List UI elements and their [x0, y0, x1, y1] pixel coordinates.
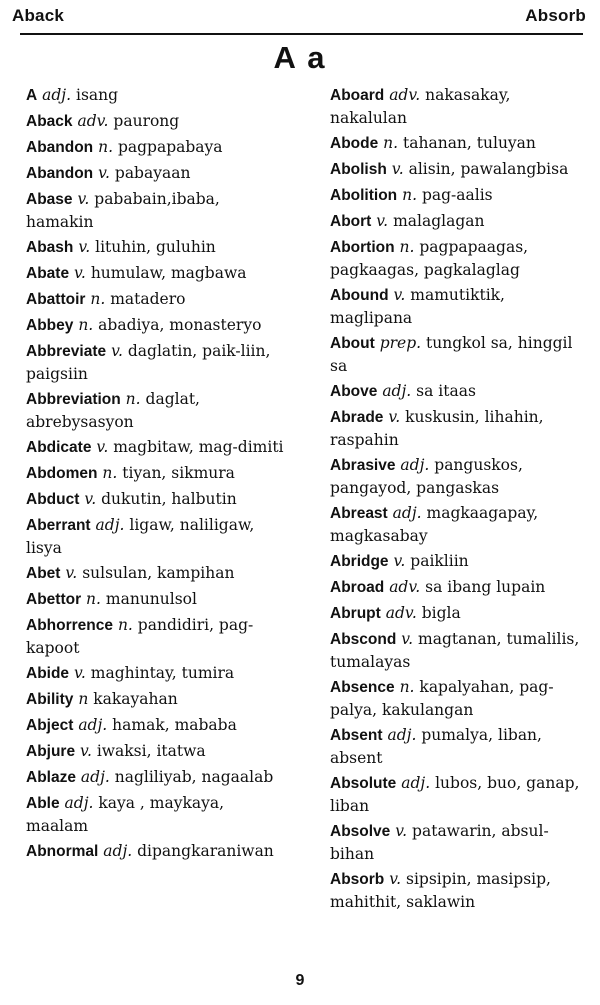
entry-part-of-speech: v. — [78, 238, 91, 256]
entry-headword: Absolve — [330, 823, 391, 840]
dictionary-entry — [26, 562, 286, 585]
dictionary-entry — [26, 162, 286, 185]
dictionary-entry — [330, 454, 592, 499]
entry-part-of-speech: n. — [399, 678, 415, 696]
section-title: A a — [273, 40, 327, 75]
entry-headword: About — [330, 335, 375, 352]
entry-definition: pabayaan — [114, 164, 191, 182]
entry-headword: Aback — [26, 113, 73, 130]
entry-part-of-speech: v. — [65, 564, 78, 582]
dictionary-entry — [26, 188, 286, 233]
entry-definition: pandidiri, pag-kapoot — [26, 616, 254, 657]
entry-part-of-speech: v. — [80, 742, 92, 760]
entry-headword: Aberrant — [26, 517, 91, 534]
dictionary-entry — [330, 772, 592, 817]
dictionary-entry — [26, 314, 286, 337]
entry-part-of-speech: v. — [111, 342, 123, 360]
entry-headword: Abortion — [330, 239, 395, 256]
entry-definition: panguskos, pangayod, pangaskas — [330, 456, 523, 497]
entry-definition: paikliin — [410, 552, 469, 570]
entry-headword: Abduct — [26, 491, 80, 508]
entry-part-of-speech: adv. — [389, 578, 421, 596]
entry-part-of-speech: n. — [86, 590, 101, 608]
entry-part-of-speech: adj. — [401, 774, 431, 792]
entry-part-of-speech: v. — [389, 870, 402, 888]
entry-headword: Abrasive — [330, 457, 396, 474]
left-guide-word: Aback — [12, 6, 65, 25]
entry-headword: Abreast — [330, 505, 388, 522]
dictionary-entry — [330, 284, 592, 329]
header-rule — [20, 33, 583, 35]
dictionary-entry — [330, 724, 592, 769]
entry-headword: Abash — [26, 239, 74, 256]
entry-definition: dukutin, halbutin — [101, 490, 237, 508]
dictionary-entry — [26, 792, 286, 837]
entry-definition: pababain,ibaba, hamakin — [26, 190, 220, 231]
entry-part-of-speech: v. — [376, 212, 389, 230]
entry-definition: tahanan, tuluyan — [403, 134, 536, 152]
dictionary-entry — [330, 184, 592, 207]
entry-definition: sa itaas — [416, 382, 476, 400]
entry-part-of-speech: adj. — [382, 382, 412, 400]
entry-part-of-speech: adj. — [103, 842, 133, 860]
entry-part-of-speech: n. — [383, 134, 399, 152]
entry-part-of-speech: n. — [78, 316, 94, 334]
entry-headword: Ablaze — [26, 769, 76, 786]
entry-part-of-speech: v. — [401, 630, 414, 648]
entry-part-of-speech: v. — [84, 490, 97, 508]
entry-definition: nagliliyab, nagaalab — [114, 768, 274, 786]
dictionary-entry — [26, 136, 286, 159]
entry-headword: Abridge — [330, 553, 389, 570]
entry-headword: Abolition — [330, 187, 398, 204]
entry-definition: bigla — [421, 604, 461, 622]
entry-part-of-speech: prep. — [379, 334, 422, 352]
entry-headword: Abettor — [26, 591, 82, 608]
entry-part-of-speech: v. — [393, 552, 406, 570]
entry-headword: Abandon — [26, 139, 94, 156]
entry-definition: malaglagan — [393, 212, 485, 230]
entry-definition: nakasakay, nakalulan — [330, 86, 511, 127]
dictionary-entry — [26, 436, 286, 459]
entry-headword: Absence — [330, 679, 395, 696]
entry-definition: abadiya, monasteryo — [98, 316, 262, 334]
entry-part-of-speech: adv. — [77, 112, 109, 130]
dictionary-entry — [26, 262, 286, 285]
entry-definition: manunulsol — [105, 590, 197, 608]
entry-part-of-speech: n. — [98, 138, 114, 156]
dictionary-entry — [330, 406, 592, 451]
entry-part-of-speech: n. — [402, 186, 418, 204]
dictionary-entry — [330, 676, 592, 721]
entry-definition: pumalya, liban, absent — [330, 726, 542, 767]
entry-headword: Abase — [26, 191, 73, 208]
entry-part-of-speech: adj. — [400, 456, 430, 474]
dictionary-entry — [26, 84, 286, 107]
dictionary-entry — [26, 388, 286, 433]
entry-part-of-speech: n. — [125, 390, 141, 408]
dictionary-entry — [330, 820, 592, 865]
entry-headword: Abroad — [330, 579, 385, 596]
entry-definition: matadero — [110, 290, 186, 308]
right-guide-word: Absorb — [525, 6, 586, 25]
entry-part-of-speech: v. — [98, 164, 110, 182]
entry-part-of-speech: adj. — [392, 504, 422, 522]
entry-definition: ligaw, naliligaw, lisya — [26, 516, 255, 557]
entry-part-of-speech: adj. — [64, 794, 94, 812]
entry-part-of-speech: v. — [74, 664, 86, 682]
dictionary-entry — [26, 110, 286, 133]
entry-definition: hamak, mababa — [112, 716, 237, 734]
dictionary-entry — [330, 236, 592, 281]
entry-part-of-speech: n. — [117, 616, 133, 634]
entry-headword: Absorb — [330, 871, 385, 888]
entry-definition: daglatin, paik-liin, paigsiin — [26, 342, 271, 383]
dictionary-entry — [330, 132, 592, 155]
entry-headword: Able — [26, 795, 60, 812]
entry-definition: dipangkaraniwan — [137, 842, 274, 860]
entry-headword: Abort — [330, 213, 372, 230]
entry-definition: pagpapabaya — [117, 138, 223, 156]
dictionary-entry — [26, 766, 286, 789]
entry-definition: sipsipin, masipsip, mahithit, saklawin — [330, 870, 551, 911]
entry-headword: Abode — [330, 135, 379, 152]
entry-headword: Abide — [26, 665, 70, 682]
entry-part-of-speech: n — [78, 690, 89, 708]
entry-headword: Abscond — [330, 631, 397, 648]
entry-definition: kuskusin, lihahin, raspahin — [330, 408, 544, 449]
entry-definition: alisin, pawalangbisa — [408, 160, 569, 178]
dictionary-entry — [330, 868, 592, 913]
entry-part-of-speech: v. — [393, 286, 406, 304]
entry-headword: Aboard — [330, 87, 385, 104]
dictionary-entry — [330, 576, 592, 599]
entry-definition: pag-aalis — [421, 186, 493, 204]
entry-part-of-speech: v. — [395, 822, 408, 840]
entry-headword: Above — [330, 383, 378, 400]
dictionary-entry — [26, 340, 286, 385]
entry-definition: kaya , maykaya, maalam — [26, 794, 225, 835]
entry-part-of-speech: n. — [102, 464, 118, 482]
entry-headword: Abdicate — [26, 439, 92, 456]
entry-definition: patawarin, absul-bihan — [330, 822, 549, 863]
entry-definition: tungkol sa, hinggil sa — [330, 334, 573, 375]
dictionary-entry — [26, 614, 286, 659]
entry-definition: magbitaw, mag-dimiti — [113, 438, 284, 456]
entry-headword: Ability — [26, 691, 74, 708]
dictionary-entry — [330, 602, 592, 625]
page-header — [0, 0, 600, 36]
dictionary-entry — [26, 288, 286, 311]
dictionary-entry — [330, 332, 592, 377]
dictionary-entry — [330, 210, 592, 233]
entry-headword: Abbreviate — [26, 343, 107, 360]
entry-definition: daglat, abrebysasyon — [26, 390, 200, 431]
entry-definition: kakayahan — [93, 690, 178, 708]
entry-part-of-speech: n. — [90, 290, 106, 308]
entry-headword: Abhorrence — [26, 617, 113, 634]
dictionary-entry — [26, 714, 286, 737]
dictionary-entry — [330, 380, 592, 403]
entry-headword: Abject — [26, 717, 74, 734]
entry-part-of-speech: adj. — [42, 86, 72, 104]
entry-headword: Abet — [26, 565, 61, 582]
entry-part-of-speech: adv. — [389, 86, 421, 104]
entry-headword: Abate — [26, 265, 70, 282]
entry-part-of-speech: v. — [388, 408, 401, 426]
entry-headword: Abnormal — [26, 843, 99, 860]
dictionary-entry — [26, 488, 286, 511]
dictionary-entry — [26, 588, 286, 611]
entry-headword: Abdomen — [26, 465, 98, 482]
entry-part-of-speech: n. — [399, 238, 415, 256]
page-number: 9 — [295, 972, 305, 989]
entry-part-of-speech: adv. — [385, 604, 417, 622]
dictionary-entry — [330, 84, 592, 129]
entry-headword: Absolute — [330, 775, 397, 792]
entry-definition: sa ibang lupain — [425, 578, 546, 596]
entry-part-of-speech: adj. — [78, 716, 108, 734]
entry-headword: Abbreviation — [26, 391, 121, 408]
entry-definition: tiyan, sikmura — [122, 464, 235, 482]
dictionary-entry — [330, 628, 592, 673]
entry-definition: maghintay, tumira — [90, 664, 235, 682]
dictionary-entry — [26, 840, 286, 863]
dictionary-entry — [26, 236, 286, 259]
entry-definition: humulaw, magbawa — [90, 264, 247, 282]
entry-headword: Abound — [330, 287, 389, 304]
entry-headword: Abrupt — [330, 605, 381, 622]
left-column — [26, 84, 286, 866]
entry-part-of-speech: v. — [74, 264, 86, 282]
entry-part-of-speech: adj. — [80, 768, 110, 786]
entry-headword: Abrade — [330, 409, 384, 426]
entry-part-of-speech: v. — [77, 190, 90, 208]
dictionary-entry — [26, 740, 286, 763]
dictionary-entry — [26, 662, 286, 685]
entry-headword: Abolish — [330, 161, 387, 178]
right-column — [330, 84, 592, 916]
dictionary-entry — [26, 514, 286, 559]
entry-definition: lubos, buo, ganap, liban — [330, 774, 580, 815]
entry-part-of-speech: v. — [96, 438, 109, 456]
dictionary-entry — [26, 688, 286, 711]
entry-definition: mamutiktik, maglipana — [330, 286, 505, 327]
entry-definition: magkaagapay, magkasabay — [330, 504, 539, 545]
entry-definition: paurong — [113, 112, 180, 130]
dictionary-entry — [330, 550, 592, 573]
entry-part-of-speech: v. — [391, 160, 404, 178]
entry-headword: Absent — [330, 727, 383, 744]
entry-headword: Abjure — [26, 743, 76, 760]
entry-headword: Abandon — [26, 165, 94, 182]
entry-headword: Abattoir — [26, 291, 86, 308]
entry-part-of-speech: adj. — [387, 726, 417, 744]
dictionary-entry — [330, 502, 592, 547]
entry-definition: iwaksi, itatwa — [96, 742, 206, 760]
dictionary-entry — [330, 158, 592, 181]
entry-definition: kapalyahan, pag-palya, kakulangan — [330, 678, 554, 719]
dictionary-entry — [26, 462, 286, 485]
entry-headword: Abbey — [26, 317, 74, 334]
entry-definition: sulsulan, kampihan — [82, 564, 235, 582]
entry-definition: isang — [75, 86, 119, 104]
entry-headword: A — [26, 87, 38, 104]
entry-definition: pagpapaagas, pagkaagas, pagkalaglag — [330, 238, 529, 279]
entry-definition: magtanan, tumalilis, tumalayas — [330, 630, 580, 671]
entry-definition: lituhin, guluhin — [95, 238, 216, 256]
entry-part-of-speech: adj. — [95, 516, 125, 534]
